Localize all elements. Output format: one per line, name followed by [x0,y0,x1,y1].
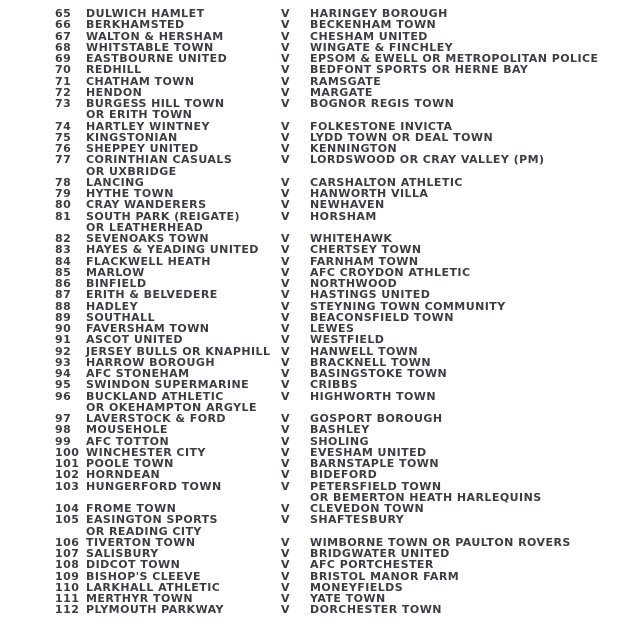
away-team: WIMBORNE TOWN OR PAULTON ROVERS [310,535,571,549]
fixture-number: 88 [55,299,72,313]
home-team: WALTON & HERSHAM [86,29,224,43]
away-team: CARSHALTON ATHLETIC [310,175,463,189]
home-team: HYTHE TOWN [86,187,174,200]
fixture-row [0,469,637,480]
fixture-number: 66 [55,18,72,32]
away-team: RAMSGATE [310,74,382,88]
fixture-number: 106 [55,535,80,549]
away-team: DORCHESTER TOWN [310,603,442,617]
home-team: FAVERSHAM TOWN [86,322,210,335]
fixture-number: 75 [55,130,72,144]
fixture-row [0,199,637,210]
away-team: BASHLEY [310,423,370,437]
home-team: ERITH & BELVEDERE [86,288,218,302]
versus-label: V [281,243,290,257]
home-team: WINCHESTER CITY [86,445,206,459]
versus-label: V [281,175,290,189]
fixture-row [0,154,637,165]
fixture-row [0,289,637,300]
home-team: REDHILL [86,63,142,77]
home-team: AFC STONEHAM [86,367,190,380]
away-team: CRIBBS [310,378,359,392]
fixture-number: 91 [55,333,72,347]
away-team: GOSPORT BOROUGH [310,412,443,425]
home-team: HARTLEY WINTNEY [86,119,210,133]
versus-label: V [281,355,290,369]
away-team: HARINGEY BOROUGH [310,7,448,20]
away-team: HANWORTH VILLA [310,187,429,200]
fixture-number: 65 [55,7,72,20]
home-team: HADLEY [86,299,139,313]
away-team: BRACKNELL TOWN [310,355,432,369]
away-team: EPSOM & EWELL OR METROPOLITAN POLICE [310,52,599,65]
home-team: PLYMOUTH PARKWAY [86,603,224,617]
versus-label: V [281,580,290,594]
home-team: KINGSTONIAN [86,130,178,144]
fixture-number: 90 [55,322,72,335]
away-team: PETERSFIELD TOWN [310,479,442,493]
fixture-number: 77 [55,153,72,167]
home-team: DULWICH HAMLET [86,7,205,20]
away-team-alternative: OR BEMERTON HEATH HARLEQUINS [310,490,542,504]
fixture-number: 108 [55,558,80,572]
fixture-number: 98 [55,423,72,437]
home-team: BERKHAMSTED [86,18,185,32]
versus-label: V [281,119,290,133]
away-team: NEWHAVEN [310,198,385,212]
away-team: CHERTSEY TOWN [310,243,422,257]
versus-label: V [281,209,290,223]
away-team: HORSHAM [310,209,377,223]
home-team: MERTHYR TOWN [86,592,194,605]
versus-label: V [281,558,290,572]
home-team: LARKHALL ATHLETIC [86,580,221,594]
away-team: STEYNING TOWN COMMUNITY [310,299,506,313]
versus-label: V [281,445,290,459]
versus-label: V [281,277,290,290]
versus-label: V [281,288,290,302]
fixture-number: 109 [55,569,80,583]
versus-label: V [281,85,290,99]
away-team: BECKENHAM TOWN [310,18,437,32]
away-team: WINGATE & FINCHLEY [310,40,454,54]
away-team: MARGATE [310,85,373,99]
fixture-row [0,334,637,345]
fixture-number: 71 [55,74,72,88]
home-team: HARROW BOROUGH [86,355,215,369]
versus-label: V [281,367,290,380]
away-team: BEACONSFIELD TOWN [310,310,454,324]
fixture-row [0,379,637,390]
versus-label: V [281,434,290,448]
home-team: CORINTHIAN CASUALS [86,153,233,167]
away-team: CLEVEDON TOWN [310,502,425,515]
home-team: WHITSTABLE TOWN [86,40,214,54]
home-team-alternative: OR READING CITY [86,524,202,538]
fixture-number: 102 [55,468,80,482]
home-team: BISHOP'S CLEEVE [86,569,202,583]
home-team: SHEPPEY UNITED [86,142,199,155]
fixture-number: 93 [55,355,72,369]
away-team: BRISTOL MANOR FARM [310,569,460,583]
fixture-row [0,604,637,615]
fixture-number: 99 [55,434,72,448]
home-team: LAVERSTOCK & FORD [86,412,227,425]
versus-label: V [281,535,290,549]
away-team: BARNSTAPLE TOWN [310,457,440,470]
home-team: EASINGTON SPORTS [86,513,218,527]
versus-label: V [281,333,290,347]
fixture-number: 69 [55,52,72,65]
away-team: HIGHWORTH TOWN [310,389,437,403]
away-team: BASINGSTOKE TOWN [310,367,448,380]
versus-label: V [281,502,290,515]
fixture-number: 110 [55,580,80,594]
fixture-number: 70 [55,63,72,77]
away-team: AFC PORTCHESTER [310,558,434,572]
versus-label: V [281,187,290,200]
versus-label: V [281,74,290,88]
home-team: MARLOW [86,265,145,279]
home-team-alternative: OR ERITH TOWN [86,108,193,122]
fixture-number: 103 [55,479,80,493]
fixture-number: 105 [55,513,80,527]
home-team: HENDON [86,85,143,99]
away-team: WESTFIELD [310,333,385,347]
away-team: HASTINGS UNITED [310,288,431,302]
home-team: CHATHAM TOWN [86,74,195,88]
away-team: BIDEFORD [310,468,378,482]
home-team: DIDCOT TOWN [86,558,181,572]
fixture-number: 85 [55,265,72,279]
fixture-row [0,64,637,75]
home-team: POOLE TOWN [86,457,174,470]
home-team: EASTBOURNE UNITED [86,52,228,65]
versus-label: V [281,63,290,77]
away-team: LORDSWOOD OR CRAY VALLEY (PM) [310,153,545,167]
home-team: BINFIELD [86,277,147,290]
away-team: LYDD TOWN OR DEAL TOWN [310,130,494,144]
away-team: NORTHWOOD [310,277,398,290]
home-team: JERSEY BULLS OR KNAPHILL [86,344,271,358]
versus-label: V [281,142,290,155]
versus-label: V [281,468,290,482]
fixture-number: 111 [55,592,80,605]
home-team: HUNGERFORD TOWN [86,479,222,493]
versus-label: V [281,344,290,358]
home-team: ASCOT UNITED [86,333,183,347]
versus-label: V [281,299,290,313]
versus-label: V [281,52,290,65]
fixture-row [0,424,637,435]
versus-label: V [281,265,290,279]
versus-label: V [281,603,290,617]
away-team: SHOLING [310,434,369,448]
versus-label: V [281,423,290,437]
away-team: MONEYFIELDS [310,580,404,594]
versus-label: V [281,7,290,20]
fixture-number: 86 [55,277,72,290]
home-team: FLACKWELL HEATH [86,254,211,268]
fixture-number: 87 [55,288,72,302]
away-team: BRIDGWATER UNITED [310,547,450,560]
fixture-number: 101 [55,457,80,470]
fixture-number: 73 [55,97,72,110]
home-team: SALISBURY [86,547,159,560]
home-team: HAYES & YEADING UNITED [86,243,259,257]
fixture-number: 80 [55,198,72,212]
home-team-alternative: OR OKEHAMPTON ARGYLE [86,400,257,414]
fixture-number: 96 [55,389,72,403]
fixture-number: 112 [55,603,80,617]
home-team: MOUSEHOLE [86,423,168,437]
away-team: LEWES [310,322,355,335]
versus-label: V [281,232,290,245]
fixture-number: 83 [55,243,72,257]
versus-label: V [281,592,290,605]
versus-label: V [281,254,290,268]
away-team: AFC CROYDON ATHLETIC [310,265,471,279]
versus-label: V [281,130,290,144]
away-team: SHAFTESBURY [310,513,405,527]
fixture-number: 78 [55,175,72,189]
fixture-number: 79 [55,187,72,200]
away-team: EVESHAM UNITED [310,445,427,459]
home-team: CRAY WANDERERS [86,198,207,212]
fixture-number: 84 [55,254,72,268]
away-team: KENNINGTON [310,142,398,155]
versus-label: V [281,198,290,212]
away-team: BEDFONT SPORTS OR HERNE BAY [310,63,529,77]
home-team-alternative: OR UXBRIDGE [86,164,177,178]
fixture-number: 76 [55,142,72,155]
home-team: SWINDON SUPERMARINE [86,378,250,392]
fixture-number: 107 [55,547,80,560]
fixture-row [0,244,637,255]
versus-label: V [281,40,290,54]
versus-label: V [281,457,290,470]
versus-label: V [281,18,290,32]
away-team: BOGNOR REGIS TOWN [310,97,455,110]
fixture-row [0,514,637,525]
versus-label: V [281,513,290,527]
versus-label: V [281,310,290,324]
versus-label: V [281,322,290,335]
fixture-number: 97 [55,412,72,425]
home-team: FROME TOWN [86,502,177,515]
away-team: FOLKESTONE INVICTA [310,119,453,133]
fixture-number: 89 [55,310,72,324]
fixtures-list [0,8,637,616]
versus-label: V [281,389,290,403]
away-team: YATE TOWN [310,592,386,605]
fixture-number: 72 [55,85,72,99]
fixture-row-continuation [0,109,637,120]
versus-label: V [281,412,290,425]
home-team: AFC TOTTON [86,434,170,448]
fixture-row [0,19,637,30]
versus-label: V [281,378,290,392]
home-team: SOUTH PARK (REIGATE) [86,209,240,223]
home-team: SEVENOAKS TOWN [86,232,210,245]
versus-label: V [281,97,290,110]
home-team: BURGESS HILL TOWN [86,97,225,110]
versus-label: V [281,479,290,493]
away-team: WHITEHAWK [310,232,393,245]
away-team: CHESHAM UNITED [310,29,428,43]
fixture-number: 81 [55,209,72,223]
away-team: FARNHAM TOWN [310,254,419,268]
fixture-number: 100 [55,445,80,459]
fixture-number: 104 [55,502,80,515]
home-team: HORNDEAN [86,468,161,482]
home-team: TIVERTON TOWN [86,535,196,549]
home-team-alternative: OR LEATHERHEAD [86,220,204,234]
home-team: BUCKLAND ATHLETIC [86,389,224,403]
fixture-number: 92 [55,344,72,358]
fixture-row [0,559,637,570]
fixture-number: 74 [55,119,72,133]
fixture-number: 82 [55,232,72,245]
away-team: HANWELL TOWN [310,344,419,358]
fixture-number: 95 [55,378,72,392]
versus-label: V [281,547,290,560]
home-team: LANCING [86,175,145,189]
versus-label: V [281,153,290,167]
versus-label: V [281,569,290,583]
home-team: SOUTHALL [86,310,156,324]
fixture-number: 67 [55,29,72,43]
fixture-number: 94 [55,367,72,380]
versus-label: V [281,29,290,43]
fixture-number: 68 [55,40,72,54]
